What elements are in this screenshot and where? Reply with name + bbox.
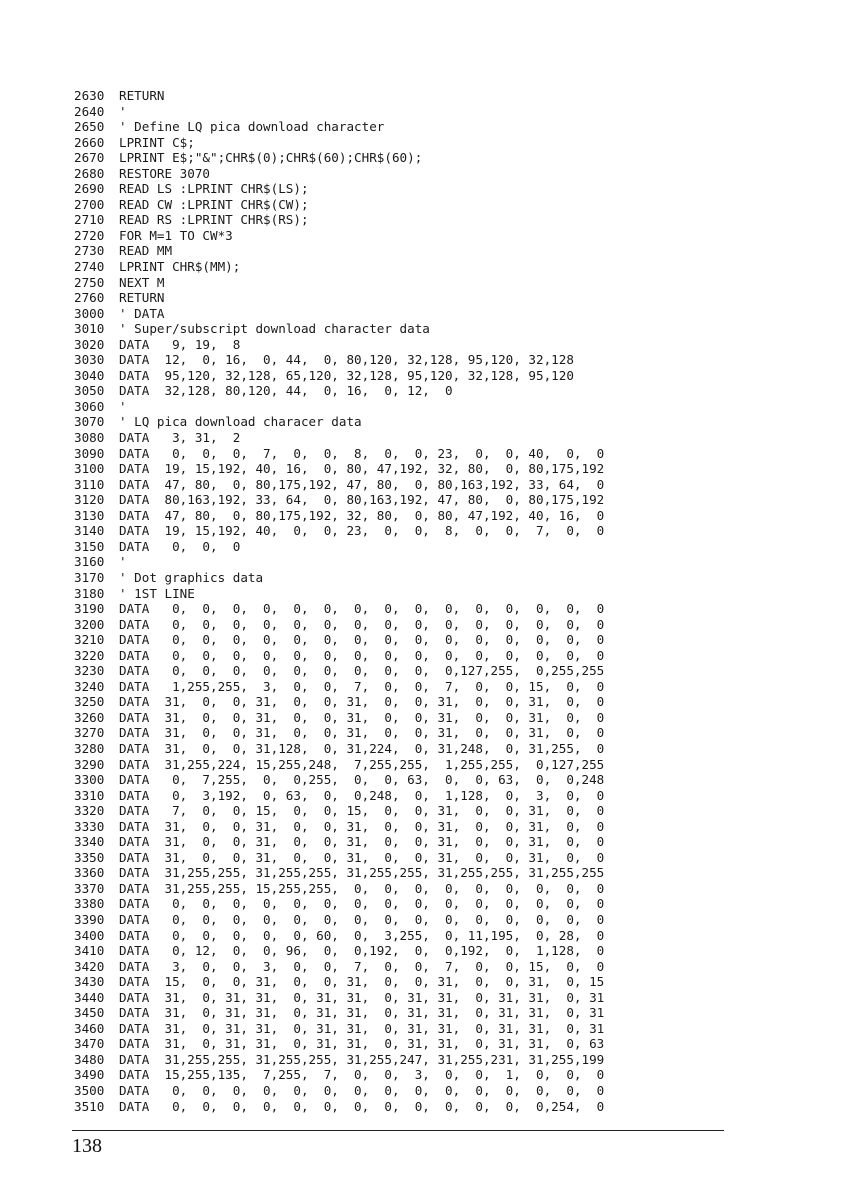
line-number: 3100 [74, 461, 105, 477]
listing-line [74, 166, 734, 182]
line-statement: RESTORE 3070 [119, 165, 210, 181]
line-statement: DATA 31,255,255, 31,255,255, 31,255,247, 31,255,231, 31,255,199 [119, 1051, 605, 1067]
line-statement: ' [119, 554, 127, 570]
listing-line [74, 477, 734, 493]
line-statement: DATA 0, 7,255, 0, 0,255, 0, 0, 63, 0, 0, 63, 0, 0,248 [119, 772, 605, 788]
line-number: 3400 [74, 927, 105, 943]
line-statement: DATA 31, 0, 0, 31, 0, 0, 31, 0, 0, 31, 0, 0, 31, 0, 0 [119, 725, 605, 741]
line-number: 3090 [74, 445, 105, 461]
line-statement: READ RS :LPRINT CHR$(RS); [119, 212, 309, 228]
line-statement: DATA 31, 0, 0, 31, 0, 0, 31, 0, 0, 31, 0, 0, 31, 0, 0 [119, 818, 605, 834]
footer-rule [72, 1130, 724, 1131]
line-number: 2700 [74, 196, 105, 212]
line-number: 3190 [74, 601, 105, 617]
listing-line [74, 228, 734, 244]
line-number: 3250 [74, 694, 105, 710]
line-number: 3030 [74, 352, 105, 368]
listing-line [74, 275, 734, 291]
listing-line [74, 1083, 734, 1099]
line-number: 2720 [74, 227, 105, 243]
listing-line [74, 383, 734, 399]
listing-line [74, 399, 734, 415]
line-number: 3460 [74, 1020, 105, 1036]
line-number: 3150 [74, 538, 105, 554]
listing-line [74, 88, 734, 104]
line-number: 3200 [74, 616, 105, 632]
line-number: 2740 [74, 259, 105, 275]
line-number: 3180 [74, 585, 105, 601]
line-statement: DATA 0, 12, 0, 0, 96, 0, 0,192, 0, 0,192, 0, 1,128, 0 [119, 943, 605, 959]
line-number: 2650 [74, 119, 105, 135]
line-number: 2640 [74, 103, 105, 119]
line-number: 3340 [74, 834, 105, 850]
listing-line [74, 896, 734, 912]
line-statement: DATA 32,128, 80,120, 44, 0, 16, 0, 12, 0 [119, 383, 453, 399]
listing-line [74, 881, 734, 897]
line-number: 3060 [74, 398, 105, 414]
line-number: 3480 [74, 1051, 105, 1067]
listing-line [74, 788, 734, 804]
listing-line [74, 850, 734, 866]
line-number: 3380 [74, 896, 105, 912]
line-number: 2670 [74, 150, 105, 166]
listing-line [74, 135, 734, 151]
line-statement: DATA 0, 0, 0, 0, 0, 0, 0, 0, 0, 0,127,255, 0,255,255 [119, 663, 605, 679]
listing-line [74, 1052, 734, 1068]
line-statement: DATA 31, 0, 0, 31, 0, 0, 31, 0, 0, 31, 0, 0, 31, 0, 0 [119, 849, 605, 865]
line-statement: DATA 9, 19, 8 [119, 336, 241, 352]
line-number: 3210 [74, 632, 105, 648]
line-statement: DATA 1,255,255, 3, 0, 0, 7, 0, 0, 7, 0, 0, 15, 0, 0 [119, 678, 605, 694]
line-statement: DATA 0, 0, 0, 0, 0, 0, 0, 0, 0, 0, 0, 0, 0,254, 0 [119, 1098, 605, 1114]
line-number: 3000 [74, 305, 105, 321]
line-number: 3370 [74, 880, 105, 896]
listing-line [74, 710, 734, 726]
line-number: 3050 [74, 383, 105, 399]
listing-line [74, 741, 734, 757]
line-statement: ' Super/subscript download character data [119, 321, 430, 337]
line-statement: DATA 31, 0, 0, 31, 0, 0, 31, 0, 0, 31, 0, 0, 31, 0, 0 [119, 709, 605, 725]
line-statement: DATA 31,255,255, 31,255,255, 31,255,255, 31,255,255, 31,255,255 [119, 865, 605, 881]
line-statement: READ MM [119, 243, 173, 259]
line-statement: DATA 31, 0, 31, 31, 0, 31, 31, 0, 31, 31, 0, 31, 31, 0, 31 [119, 1005, 605, 1021]
line-statement: ' [119, 103, 127, 119]
page-number: 138 [72, 1135, 102, 1157]
listing-line [74, 321, 734, 337]
line-number: 3360 [74, 865, 105, 881]
listing-line [74, 865, 734, 881]
listing-line [74, 772, 734, 788]
listing-line [74, 928, 734, 944]
line-statement: DATA 19, 15,192, 40, 16, 0, 80, 47,192, 32, 80, 0, 80,175,192 [119, 461, 605, 477]
line-number: 2660 [74, 134, 105, 150]
line-statement: RETURN [119, 88, 165, 103]
line-statement: DATA 3, 31, 2 [119, 430, 241, 446]
listing-line [74, 150, 734, 166]
line-number: 3420 [74, 958, 105, 974]
line-number: 3470 [74, 1036, 105, 1052]
line-statement: DATA 0, 3,192, 0, 63, 0, 0,248, 0, 1,128, 0, 3, 0, 0 [119, 787, 605, 803]
line-number: 2730 [74, 243, 105, 259]
line-number: 3020 [74, 336, 105, 352]
line-number: 3080 [74, 430, 105, 446]
line-statement: DATA 80,163,192, 33, 64, 0, 80,163,192, 47, 80, 0, 80,175,192 [119, 492, 605, 508]
line-number: 2680 [74, 165, 105, 181]
listing-line [74, 1005, 734, 1021]
listing-line [74, 212, 734, 228]
listing-line [74, 104, 734, 120]
listing-line [74, 586, 734, 602]
line-number: 3170 [74, 569, 105, 585]
listing-line [74, 757, 734, 773]
line-number: 2630 [74, 88, 105, 103]
line-statement: NEXT M [119, 274, 165, 290]
listing-line [74, 119, 734, 135]
line-statement: DATA 31, 0, 0, 31, 0, 0, 31, 0, 0, 31, 0, 0, 31, 0, 0 [119, 834, 605, 850]
line-statement: DATA 0, 0, 0, 0, 0, 0, 0, 0, 0, 0, 0, 0, 0, 0, 0 [119, 616, 605, 632]
line-statement: RETURN [119, 290, 165, 306]
line-number: 3320 [74, 803, 105, 819]
line-statement: DATA 0, 0, 0, 0, 0, 0, 0, 0, 0, 0, 0, 0, 0, 0, 0 [119, 911, 605, 927]
listing-line [74, 1036, 734, 1052]
listing-line [74, 819, 734, 835]
listing-line [74, 648, 734, 664]
line-number: 3040 [74, 367, 105, 383]
line-statement: LPRINT C$; [119, 134, 195, 150]
listing-line [74, 1067, 734, 1083]
line-number: 3410 [74, 943, 105, 959]
listing-line [74, 1021, 734, 1037]
line-number: 2750 [74, 274, 105, 290]
listing-line [74, 290, 734, 306]
listing-line [74, 725, 734, 741]
line-number: 3140 [74, 523, 105, 539]
listing-line [74, 243, 734, 259]
line-statement: DATA 31, 0, 0, 31, 0, 0, 31, 0, 0, 31, 0, 0, 31, 0, 0 [119, 694, 605, 710]
listing-line [74, 446, 734, 462]
listing-line [74, 508, 734, 524]
line-number: 3110 [74, 476, 105, 492]
line-number: 3310 [74, 787, 105, 803]
line-statement: ' Dot graphics data [119, 569, 264, 585]
listing-line [74, 679, 734, 695]
line-number: 3160 [74, 554, 105, 570]
listing-line [74, 181, 734, 197]
line-statement: DATA 19, 15,192, 40, 0, 0, 23, 0, 0, 8, 0, 0, 7, 0, 0 [119, 523, 605, 539]
line-number: 3500 [74, 1083, 105, 1098]
line-number: 2690 [74, 181, 105, 197]
line-number: 3230 [74, 663, 105, 679]
line-statement: DATA 47, 80, 0, 80,175,192, 47, 80, 0, 80,163,192, 33, 64, 0 [119, 476, 605, 492]
listing-line [74, 912, 734, 928]
listing-line [74, 632, 734, 648]
line-number: 3510 [74, 1098, 105, 1114]
line-number: 3300 [74, 772, 105, 788]
line-statement: DATA 31, 0, 31, 31, 0, 31, 31, 0, 31, 31, 0, 31, 31, 0, 31 [119, 1020, 605, 1036]
listing-line [74, 943, 734, 959]
listing-line [74, 617, 734, 633]
line-statement: FOR M=1 TO CW*3 [119, 227, 233, 243]
listing-line [74, 570, 734, 586]
line-statement: DATA 0, 0, 0 [119, 538, 241, 554]
line-statement: DATA 15,255,135, 7,255, 7, 0, 0, 3, 0, 0, 1, 0, 0, 0 [119, 1067, 605, 1083]
line-number: 3440 [74, 989, 105, 1005]
listing-line [74, 492, 734, 508]
listing-line [74, 414, 734, 430]
line-statement: ' [119, 398, 127, 414]
line-statement: DATA 12, 0, 16, 0, 44, 0, 80,120, 32,128, 95,120, 32,128 [119, 352, 574, 368]
listing-line [74, 352, 734, 368]
line-statement: DATA 0, 0, 0, 7, 0, 0, 8, 0, 0, 23, 0, 0, 40, 0, 0 [119, 445, 605, 461]
listing-line [74, 959, 734, 975]
listing-line [74, 306, 734, 322]
line-statement: DATA 15, 0, 0, 31, 0, 0, 31, 0, 0, 31, 0, 0, 31, 0, 15 [119, 974, 605, 990]
line-statement: DATA 31, 0, 31, 31, 0, 31, 31, 0, 31, 31, 0, 31, 31, 0, 63 [119, 1036, 605, 1052]
line-statement: READ LS :LPRINT CHR$(LS); [119, 181, 309, 197]
line-number: 3430 [74, 974, 105, 990]
listing-line [74, 430, 734, 446]
listing-line [74, 554, 734, 570]
line-statement: DATA 0, 0, 0, 0, 0, 0, 0, 0, 0, 0, 0, 0, 0, 0, 0 [119, 1083, 605, 1098]
listing-line [74, 523, 734, 539]
line-number: 3280 [74, 740, 105, 756]
line-statement: DATA 31, 0, 0, 31,128, 0, 31,224, 0, 31,248, 0, 31,255, 0 [119, 740, 605, 756]
line-statement: DATA 95,120, 32,128, 65,120, 32,128, 95,120, 32,128, 95,120 [119, 367, 574, 383]
line-statement: ' DATA [119, 305, 165, 321]
line-statement: DATA 31,255,224, 15,255,248, 7,255,255, 1,255,255, 0,127,255 [119, 756, 605, 772]
listing-line [74, 803, 734, 819]
line-number: 3260 [74, 709, 105, 725]
line-number: 2760 [74, 290, 105, 306]
listing-line [74, 461, 734, 477]
listing-line [74, 197, 734, 213]
line-number: 3010 [74, 321, 105, 337]
line-number: 3220 [74, 647, 105, 663]
listing-line [74, 337, 734, 353]
line-statement: LPRINT CHR$(MM); [119, 259, 241, 275]
line-statement: ' Define LQ pica download character [119, 119, 385, 135]
listing-line [74, 834, 734, 850]
line-statement: ' 1ST LINE [119, 585, 195, 601]
line-statement: DATA 0, 0, 0, 0, 0, 0, 0, 0, 0, 0, 0, 0, 0, 0, 0 [119, 632, 605, 648]
listing-line [74, 1099, 734, 1115]
listing-line [74, 539, 734, 555]
line-statement: DATA 31,255,255, 15,255,255, 0, 0, 0, 0, 0, 0, 0, 0, 0 [119, 880, 605, 896]
line-number: 3390 [74, 911, 105, 927]
line-statement: DATA 0, 0, 0, 0, 0, 0, 0, 0, 0, 0, 0, 0, 0, 0, 0 [119, 896, 605, 912]
listing-line [74, 368, 734, 384]
listing-line [74, 990, 734, 1006]
line-number: 3120 [74, 492, 105, 508]
line-number: 3270 [74, 725, 105, 741]
line-number: 3290 [74, 756, 105, 772]
listing-line [74, 694, 734, 710]
line-statement: DATA 7, 0, 0, 15, 0, 0, 15, 0, 0, 31, 0, 0, 31, 0, 0 [119, 803, 605, 819]
line-number: 3350 [74, 849, 105, 865]
line-number: 3240 [74, 678, 105, 694]
listing-line [74, 259, 734, 275]
line-statement: READ CW :LPRINT CHR$(CW); [119, 196, 309, 212]
line-number: 3490 [74, 1067, 105, 1083]
basic-program-listing [74, 88, 734, 1114]
line-statement: DATA 0, 0, 0, 0, 0, 0, 0, 0, 0, 0, 0, 0, 0, 0, 0 [119, 647, 605, 663]
line-statement: DATA 31, 0, 31, 31, 0, 31, 31, 0, 31, 31, 0, 31, 31, 0, 31 [119, 989, 605, 1005]
line-number: 2710 [74, 212, 105, 228]
line-statement: ' LQ pica download characer data [119, 414, 362, 430]
line-number: 3130 [74, 507, 105, 523]
listing-line [74, 601, 734, 617]
line-statement: DATA 47, 80, 0, 80,175,192, 32, 80, 0, 80, 47,192, 40, 16, 0 [119, 507, 605, 523]
line-statement: DATA 0, 0, 0, 0, 0, 0, 0, 0, 0, 0, 0, 0, 0, 0, 0 [119, 601, 605, 617]
line-statement: DATA 3, 0, 0, 3, 0, 0, 7, 0, 0, 7, 0, 0, 15, 0, 0 [119, 958, 605, 974]
line-number: 3330 [74, 818, 105, 834]
line-number: 3070 [74, 414, 105, 430]
listing-line [74, 974, 734, 990]
line-statement: LPRINT E$;"&";CHR$(0);CHR$(60);CHR$(60); [119, 150, 423, 166]
listing-line [74, 663, 734, 679]
line-statement: DATA 0, 0, 0, 0, 0, 60, 0, 3,255, 0, 11,195, 0, 28, 0 [119, 927, 605, 943]
line-number: 3450 [74, 1005, 105, 1021]
